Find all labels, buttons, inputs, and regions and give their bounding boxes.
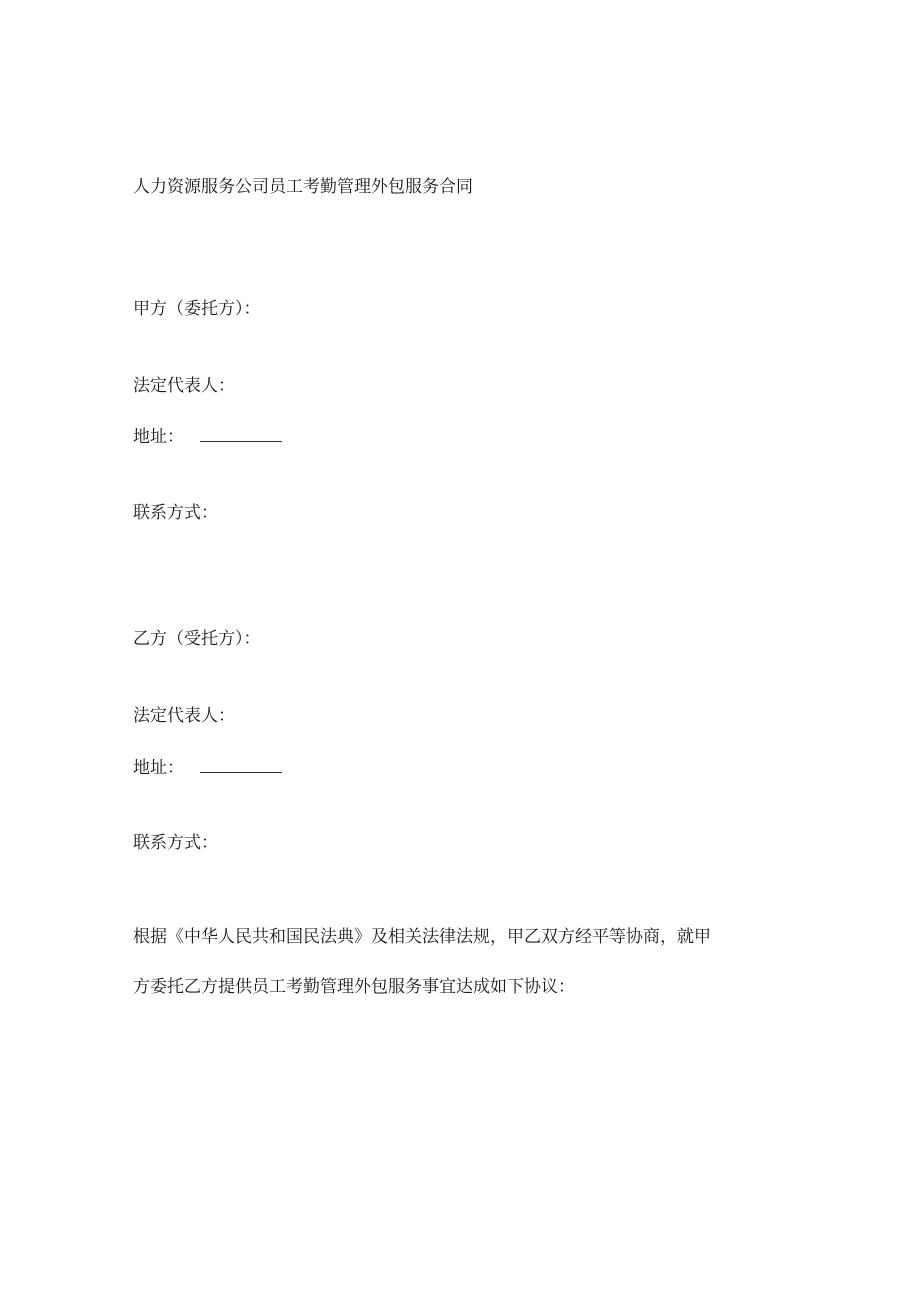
party-a-heading: 甲方（委托方）：	[133, 299, 261, 319]
party-b-heading: 乙方（受托方）：	[133, 629, 261, 649]
party-b-contact-label: 联系方式：	[133, 833, 218, 853]
party-b-address-blank	[200, 756, 282, 773]
party-b-legal-rep-label: 法定代表人：	[133, 706, 235, 726]
party-a-address-blank	[200, 425, 282, 442]
party-a-contact-label: 联系方式：	[133, 503, 218, 523]
preamble-line-1: 根据《中华人民共和国民法典》及相关法律法规，甲乙双方经平等协商，就甲	[133, 927, 711, 947]
party-a-address-label: 地址：	[133, 427, 184, 447]
party-a-legal-rep-label: 法定代表人：	[133, 376, 235, 396]
party-b-address-label: 地址：	[133, 758, 184, 778]
document-title: 人力资源服务公司员工考勤管理外包服务合同	[133, 177, 473, 197]
preamble-line-2: 方委托乙方提供员工考勤管理外包服务事宜达成如下协议：	[133, 977, 575, 997]
party-a-address-row	[133, 425, 282, 448]
party-b-address-row	[133, 756, 282, 779]
